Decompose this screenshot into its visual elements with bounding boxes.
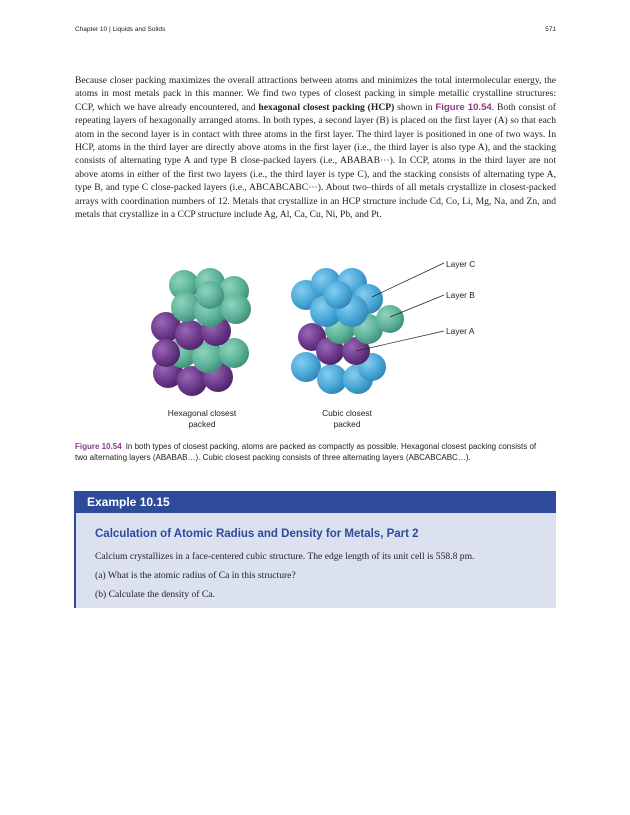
page-header <box>75 26 556 33</box>
hcp-label <box>152 408 252 430</box>
ccp-label-line1: Cubic closest <box>322 408 372 418</box>
label-layer-a: Layer A <box>446 326 475 336</box>
hcp-label-line1: Hexagonal closest <box>167 408 237 418</box>
example-header: Example 10.15 <box>74 491 556 513</box>
ccp-stack <box>291 268 404 394</box>
ccp-label <box>297 408 397 430</box>
example-title: Calculation of Atomic Radius and Density for Metals, Part 2 <box>95 528 419 540</box>
label-layer-c: Layer C <box>446 259 476 269</box>
hcp-label-line2: packed <box>188 419 216 429</box>
figure-link[interactable]: Figure 10.54 <box>435 101 492 113</box>
leader-line-b <box>390 295 444 317</box>
body-text-1: Because closer packing maximizes the overall attractions between atoms and minimizes the total intermolecular energy, the atoms in most metals pack in this manner. We find two types of closest packing in simple metallic crystalline structures: CCP, which we have already encountered, and <box>75 75 556 113</box>
body-text-3: . Both consist of repeating layers of hexagonally arranged atoms. In both types, a second layer (B) is placed on the first layer (A) so that each atom in the second layer is in contact with three atoms in the first layer. The third layer is positioned in one of two ways. In HCP, atoms in the third layer are directly above atoms in the first layer (i.e., the third layer is also type A), and the stacking consists of alternating type A and type B close-packed layers (i.e., ABABAB⋯). In CCP, atoms in the third layer are not above atoms in either of the first two layers (i.e., the third layer is type C), and the stacking consists of alternating type A, type B, and type C close-packed layers (i.e., ABCABCABC⋯). About two–thirds of all metals crystallize in closest-packed arrays with coordination numbers of 12. Metals that crystallize in an HCP structure include Cd, Co, Li, Mg, Na, and Zn, and metals that crystallize in a CCP structure include Ag, Al, Ca, Cu, Ni, Pb, and Pt. <box>75 101 556 221</box>
page-number: 571 <box>545 26 556 33</box>
body-paragraph <box>75 74 556 221</box>
leader-line-c <box>372 263 444 297</box>
example-question-a: (a) What is the atomic radius of Ca in this structure? <box>95 570 296 581</box>
key-term: hexagonal closest packing (HCP) <box>258 101 395 113</box>
example-box <box>74 513 556 608</box>
example-question-b: (b) Calculate the density of Ca. <box>95 589 215 600</box>
body-text-2: shown in <box>394 101 436 113</box>
hcp-stack <box>151 268 251 396</box>
example-intro: Calcium crystallizes in a face-centered cubic structure. The edge length of its unit cell is 558.8 pm. <box>95 551 475 562</box>
chapter-title: Chapter 10 | Liquids and Solids <box>75 26 166 33</box>
ccp-label-line2: packed <box>333 419 361 429</box>
label-layer-b: Layer B <box>446 290 475 300</box>
caption-text: In both types of closest packing, atoms are packed as compactly as possible. Hexagonal closest packing consists of two alternating layers (ABABAB…). Cubic closest packing consists of three alternating layers (ABCABCABC…). <box>75 442 537 462</box>
figure-caption <box>75 441 545 463</box>
caption-number: Figure 10.54 <box>75 442 122 451</box>
